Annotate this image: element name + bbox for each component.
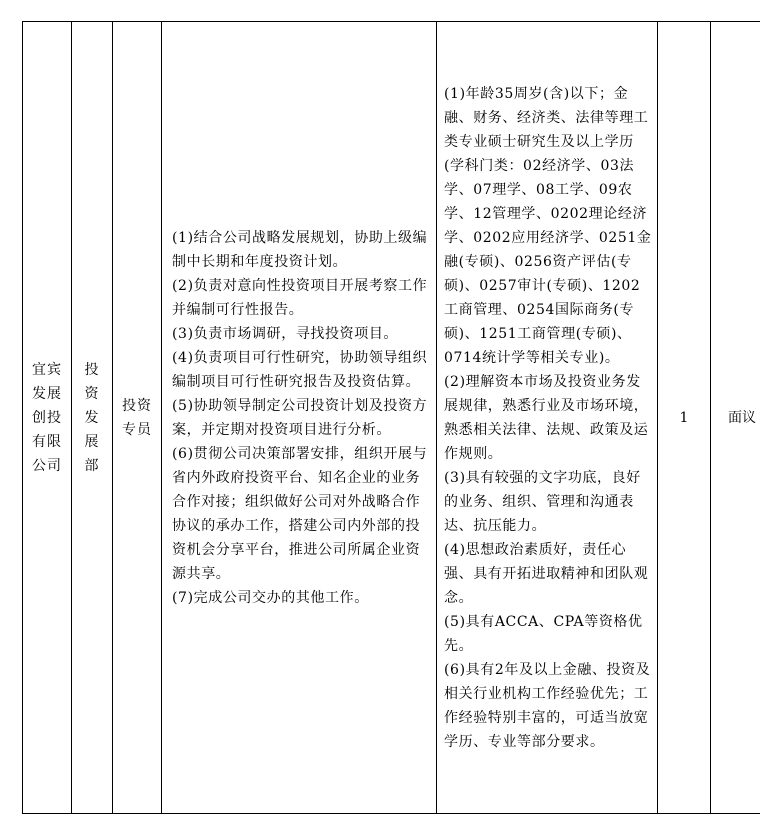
duty-item: (6)贯彻公司决策部署安排，组织开展与省内外政府投资平台、知名企业的业务合作对接；组织做好公司对外战略合作协议的承办工作，搭建公司内外部的投资机会分享平台，推进公司所属企业资源共享。 (172, 445, 428, 582)
requirement-item: (4)思想政治素质好，责任心强、具有开拓进取精神和团队观念。 (444, 541, 649, 606)
company-cell (23, 22, 72, 814)
position-name: 投资专员 (122, 397, 152, 438)
duty-item: (4)负责项目可行性研究，协助领导组织编制项目可行性研究报告及投资估算。 (172, 349, 428, 390)
duty-item: (2)负责对意向性投资项目开展考察工作并编制可行性报告。 (172, 277, 428, 318)
requirement-item: (6)具有2年及以上金融、投资及相关行业机构工作经验优先；工作经验特别丰富的，可适当放宽学历、专业等部分要求。 (444, 661, 651, 750)
headcount: 1 (679, 409, 689, 426)
duty-item: (7)完成公司交办的其他工作。 (172, 589, 369, 606)
count-cell (658, 22, 711, 814)
requirement-item: (2)理解资本市场及投资业务发展规律，熟悉行业及市场环境，熟悉相关法律、法规、政策及运作规则。 (444, 373, 649, 462)
duty-item: (1)结合公司战略发展规划，协助上级编制中长期和年度投资计划。 (172, 229, 428, 270)
requirement-item: (5)具有ACCA、CPA等资格优先。 (444, 613, 643, 654)
duty-item: (3)负责市场调研，寻找投资项目。 (172, 325, 399, 342)
position-cell (113, 22, 162, 814)
department-cell (72, 22, 113, 814)
table-row (23, 22, 760, 814)
recruitment-table (22, 21, 760, 814)
duty-item: (5)协助领导制定公司投资计划及投资方案，并定期对投资项目进行分析。 (172, 397, 428, 438)
department-name: 投资发展部 (84, 361, 100, 474)
method-cell (711, 22, 760, 814)
duties-cell (162, 22, 437, 814)
salary-method: 面议 (728, 409, 756, 426)
requirement-item: (3)具有较强的文字功底，良好的业务、组织、管理和沟通表达、抗压能力。 (444, 469, 641, 534)
requirement-item: (1)年龄35周岁(含)以下；金融、财务、经济类、法律等理工类专业硕士研究生及以上学历(学科门类：02经济学、03法学、07理学、08工学、09农学、12管理学、0202理论经济学、0202应用经济学、0251金融(专硕)、0256资产评估(专硕)、0257审计(专硕)、1202工商管理、0254国际商务(专硕)、1251工商管理(专硕)、0714统计学等相关专业)。 (444, 85, 652, 366)
company-name: 宜宾发展创投有限公司 (32, 361, 62, 474)
requirements-cell (437, 22, 658, 814)
